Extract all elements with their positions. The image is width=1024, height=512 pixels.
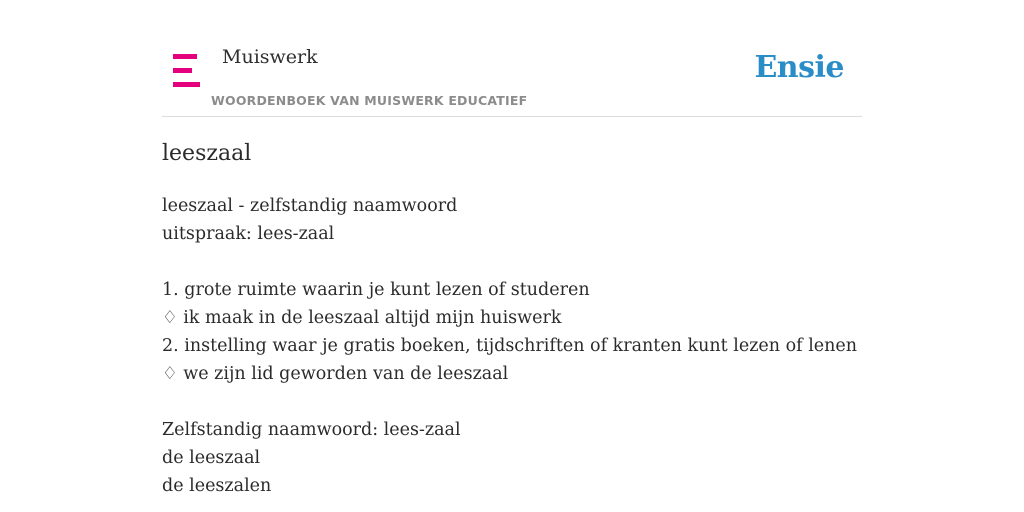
entry-definition (162, 192, 862, 500)
definition-1: 1. grote ruimte waarin je kunt lezen of studeren (162, 280, 590, 300)
ensie-logo-link[interactable]: Ensie (754, 50, 844, 85)
entry-content (162, 138, 862, 500)
spacer (162, 388, 862, 416)
singular-form: de leeszaal (162, 448, 261, 468)
entry-pronunciation-line: uitspraak: lees-zaal (162, 224, 335, 244)
entry-headword-line: leeszaal - zelfstandig naamwoord (162, 196, 458, 216)
site-name-link[interactable]: Muiswerk (222, 46, 318, 68)
muiswerk-logo-icon[interactable] (173, 54, 200, 87)
site-subtitle: WOORDENBOEK VAN MUISWERK EDUCATIEF (211, 93, 528, 108)
word-class-line: Zelfstandig naamwoord: lees-zaal (162, 420, 461, 440)
example-1: ♢ ik maak in de leeszaal altijd mijn huiswerk (162, 308, 562, 328)
entry-title: leeszaal (162, 141, 252, 166)
plural-form: de leeszalen (162, 476, 272, 496)
definition-2: 2. instelling waar je gratis boeken, tijdschriften of kranten kunt lezen of lenen (162, 336, 858, 356)
site-header (162, 0, 862, 117)
spacer (162, 248, 862, 276)
example-2: ♢ we zijn lid geworden van de leeszaal (162, 364, 509, 384)
